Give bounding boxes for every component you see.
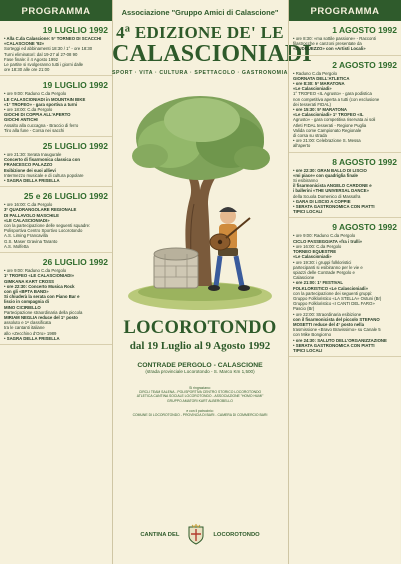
program-entry-line: TORNEO EQUESTRE (293, 249, 337, 255)
program-entry-line: con Mike Bongiorno (293, 332, 331, 338)
program-entry-line: MINO CICIRIELLO (4, 304, 41, 310)
program-entry-line: «LE CALASCIONIADI» (4, 217, 50, 223)
program-entry-line: • SAGRA DELLA FRISELLA (4, 178, 60, 184)
program-right-sections (289, 21, 401, 357)
program-entry-line: i ballerini «THE UNIVERSAL DANCE» (293, 188, 369, 194)
event-dates: dal 19 Luglio al 9 Agosto 1992 (129, 340, 271, 352)
event-location: CONTRADE PERGOLO - CALASCIONE (137, 362, 263, 369)
program-right-column (288, 0, 401, 564)
program-entry-line: A.S. Molfetta (4, 243, 29, 249)
program-entry-line: TIPICI LOCALI (293, 347, 323, 353)
program-entry-line: GIORNATA DELL'ATLETICA (293, 75, 350, 81)
program-entry-line: MOSETTI reduce del 4° posto nella (293, 321, 364, 327)
credit-line: e con il patrocinio: (186, 408, 214, 413)
program-left-sections (0, 21, 112, 345)
left-day-section (0, 21, 112, 76)
program-entry-line: Gruppo Folkloristico «I CANTI DEL FARO» (293, 301, 375, 307)
association-name: Associazione "Gruppo Amici di Calascione" (121, 8, 279, 17)
program-entry-line: Valida come Campionato Regionale (293, 127, 362, 133)
program-heading-right: PROGRAMMA (289, 0, 401, 21)
program-entry-line: «Le Calascioniadi» (293, 254, 332, 260)
credit-line: GRUPPO AMATORI KART ALBEROBELLO (167, 398, 233, 403)
program-entry-line: «Le Calascioniadi» 1° TROFEO «IL (293, 112, 364, 118)
program-entry-line: di corsa su strada (293, 133, 327, 139)
credit-line: ATLETICA CANTINA SOCIALE LOCOROTONDO - ASSOCIAZIONE "HOMO HUMI" (136, 394, 264, 399)
program-entry-line: Sorteggi ed abbinamenti 18:30 / 1° - ore 18:30 (4, 46, 93, 52)
program-entry-line: • GARA DI LISCIO A COPPIE (293, 198, 351, 204)
left-day-section (0, 76, 112, 137)
credit-line: COMUNE DI LOCOROTONDO - PROVINCIA DI BARI - CAMERA DI COMMERCIO BARI (132, 413, 268, 418)
program-entry-line: G.S. Maser Gravina Taranto (4, 238, 58, 244)
program-entry-line: liscio in compagnia di (4, 299, 49, 305)
program-entry-line: • ore 24:30: SALUTO DELL'ORGANIZZAZIONE (293, 337, 387, 343)
program-entry-line: GIOCHI DI COPPIA ALL'APERTO (4, 112, 71, 118)
program-entry-line: Gruppo Folkloristico «LA STELLA» Ostuni (Br) (293, 295, 382, 301)
program-entry-line: Partecipazione straordinaria della piccola (4, 309, 83, 315)
sponsor-credits (112, 386, 288, 403)
program-entry-line: Agrusto» - gara competitiva riservata ai soli (293, 117, 376, 123)
program-entry-line: TIPICI LOCALI (293, 209, 323, 215)
event-tagline: SPORT · VITA · CULTURA · SPETTACOLO · GASTRONOMIA (112, 70, 288, 76)
program-entry-line: LE CALASCIONIADI in MOUNTAIN BIKE (4, 96, 86, 102)
program-entry-line: dei tesserati FIDAL) (293, 101, 331, 107)
illustration-tree-and-musician (120, 86, 280, 314)
program-entry-line: • ore 16:00: C.da Pergolo (4, 202, 53, 208)
program-entry-line: assoluto e 1ª classificata (4, 320, 51, 326)
program-entry-line: Calascione (293, 275, 315, 281)
program-entry-line: • ore 15:30: 5ª MARATONA (293, 107, 348, 113)
town-name: LOCOROTONDO (123, 318, 277, 338)
program-entry-line: • ore 18:00: C.da Pergolo (4, 107, 53, 113)
program-entry-line: Si chiuderà la serata con Piano Bar e (4, 294, 80, 300)
illustration-svg (120, 86, 280, 314)
program-entry-line: A.S. Liming Francavilla (4, 233, 48, 239)
program-entry-line: il fisarmonicista ANGELO CARDONE e (293, 183, 372, 189)
program-date: 25 e 26 LUGLIO 1992 (23, 191, 108, 202)
program-entry-line: • ore 22:30: Concerto Musica Rock (4, 283, 75, 289)
program-entry-line: con gli «BPTA BAND» (4, 288, 49, 294)
program-entry-line: • ore 9:00: Raduno C.da Pergolo (4, 91, 67, 97)
program-entry-line: Fase finale: il 4 Agosto 1992 (4, 56, 58, 62)
program-entry-line: • ore 9:00: Raduno C.da Pergolo (4, 268, 67, 274)
program-entry-line: • Raduno C.da Pergolo (293, 70, 338, 76)
left-day-section (0, 253, 112, 345)
program-date: 9 AGOSTO 1992 (332, 222, 397, 233)
program-entry-line: FRANCESCO PALAZZO (4, 162, 53, 168)
program-entry-line: • Alla C.da Calascione: 5° TORNEO DI SCACCHI «CALASCIONE '92» (4, 36, 102, 47)
program-entry-line: Esibizione dei suoi allievi (4, 167, 56, 173)
program-entry-line: Pascio (Br) (293, 306, 315, 312)
program-entry-line: 1° TROFEO «LE CALASCIONIADI» (4, 273, 74, 279)
program-entry-line: • SAGRA DELLA FRISELLA (4, 335, 60, 341)
program-entry-line: «Le Calascioniadi» (293, 86, 332, 92)
edition-title: 4ª EDIZIONE DE' LE (116, 23, 284, 42)
program-date: 19 LUGLIO 1992 (42, 80, 108, 91)
program-entry-line: Turni eliminatori: dal 19-27 al 27-08 90 (4, 51, 78, 57)
program-entry-line: ore 18:30 alle ore 21:00 (4, 67, 50, 73)
program-entry-line: non competitiva aperta a tutti (con esclusione (293, 96, 380, 102)
program-date: 8 AGOSTO 1992 (332, 156, 397, 167)
program-entry-line: 3° QUADRANGOLARE REGIONALE (4, 207, 77, 213)
event-location-detail: (strada provinciale Locorotondo - S. Marco Km 1,500) (145, 369, 255, 374)
program-entry-line: MIRIAM NEGLIA reduce del 1° posto (4, 314, 78, 320)
program-left-column (0, 0, 113, 564)
program-entry-line: allo «Zecchino d'Oro» 1989 (4, 330, 57, 336)
program-entry-line: • ore 8:30: 5ª MARATONA (293, 81, 345, 87)
program-entry-line: con la partecipazione dei seguenti gruppi: (293, 290, 373, 296)
program-date: 19 LUGLIO 1992 (42, 25, 108, 35)
cantina-label-left: CANTINA DEL (140, 532, 180, 538)
program-entry-line: «mi piace» con quadriglia finale (293, 172, 358, 178)
program-entry-line: filastrocche e canzoni presentate da (293, 41, 362, 47)
program-entry-line: GIOCHI ANTICHI (4, 117, 38, 123)
program-entry-line: • ore 19:30: i gruppi folkloristici (293, 259, 352, 265)
right-day-section (289, 153, 401, 219)
program-entry-line: • ore 21:00: 1° FESTIVAL (293, 280, 343, 286)
left-day-section (0, 137, 112, 187)
program-entry-line: tra le cantanti italiane (4, 325, 45, 331)
program-entry-line: «DUDDUEZZO» con «Artisti Locali» (293, 46, 366, 52)
program-date: 26 LUGLIO 1992 (42, 257, 108, 268)
credit-line: CIRCLI TEAM SALENA - POLISPORTIVA CENTRO STORICO LOCOROTONDO (138, 390, 262, 395)
event-brand-title: CALASCIONIADI (112, 41, 312, 67)
right-day-section (289, 21, 401, 56)
program-heading-left: PROGRAMMA (0, 0, 112, 21)
program-entry-line: • ore 8:30: «ma sottile passione» - Racconti (293, 36, 376, 41)
program-entry-line: • SERATA GASTRONOMICA CON PIATTI (293, 342, 375, 348)
program-entry-line: Tiro alla fune - Corsa nei sacchi (4, 127, 65, 133)
program-entry-line: • ore 16:00: C.da Pergolo (293, 243, 342, 249)
program-entry-line: FOLKLORISTICO «Le Calascioniadi» (293, 285, 368, 291)
program-entry-line: trasmissione «Bravo Bravissimo» su Canale 5 (293, 327, 381, 333)
patronage-credits (112, 409, 288, 417)
program-entry-line: all'aperto (293, 143, 311, 149)
program-entry-line: partecipanti si esibiranno per le vie e (293, 264, 363, 270)
program-entry-line: spiazzi delle Contrade Pergolo e (293, 269, 355, 275)
program-entry-line: Le partite si svolgeranno tutti i giorni dalle (4, 62, 84, 68)
program-entry-line: • ore 22:00: Straordinaria esibizione (293, 311, 362, 317)
program-entry-line: Concerto di fisarmonica classica con (4, 157, 80, 163)
program-date: 1 AGOSTO 1992 (332, 25, 397, 35)
program-entry-line: Assalto alla cuccagna - Braccio di ferro (4, 122, 79, 128)
left-day-section (0, 187, 112, 253)
program-entry-line: • ore 21:30: Serata Inaugurale (4, 152, 62, 158)
program-entry-line: GIMKANA KART CROSS (4, 278, 54, 284)
program-entry-line: Atleti FIDAL tesserati - Regione Puglia (293, 122, 367, 128)
program-entry-line: Polisportiva Centro Sportivo Locorotondo (4, 228, 83, 234)
program-date: 2 AGOSTO 1992 (332, 59, 397, 70)
program-entry-line: • ore 9:00: Raduno C.da Pergolo (293, 233, 356, 239)
right-day-section (289, 218, 401, 357)
program-entry-line: «1° TROFEO» - gara sportiva a turni (4, 101, 78, 107)
program-entry-line: DI PALLAVOLO MASCHILE (4, 212, 59, 218)
credit-line: Si ringraziano: (189, 386, 211, 390)
program-entry-line: della Scuola Domenico di Massafra (293, 193, 361, 199)
program-entry-line: • ore 22:30: GRAN BALLO DI LISCIO (293, 167, 367, 173)
program-entry-line: CICLO PASSEGGIATA «fra i trulli» (293, 238, 363, 244)
program-entry-line: Intermezzo musicale e di cultura popolare (4, 172, 84, 178)
program-date: 25 LUGLIO 1992 (42, 141, 108, 152)
program-entry-line: 1° TROFEO «IL Agrusto» - gara podistica (293, 91, 372, 97)
program-entry-line: • SERATA GASTRONOMICA CON PIATTI (293, 204, 375, 210)
cantina-label-right: LOCOROTONDO (213, 532, 260, 538)
program-entry-line: con il fisarmonicista del piccolo STEFANO (293, 316, 380, 322)
cantina-footer (112, 524, 288, 546)
program-entry-line: Si esibiranno (293, 178, 318, 184)
program-entry-line: • ore 21:00: Celebrazione S. Messa (293, 138, 361, 144)
program-entry-line: con la partecipazione delle seguenti squadre: (4, 223, 91, 229)
right-day-section (289, 56, 401, 153)
crest-icon (187, 524, 205, 546)
